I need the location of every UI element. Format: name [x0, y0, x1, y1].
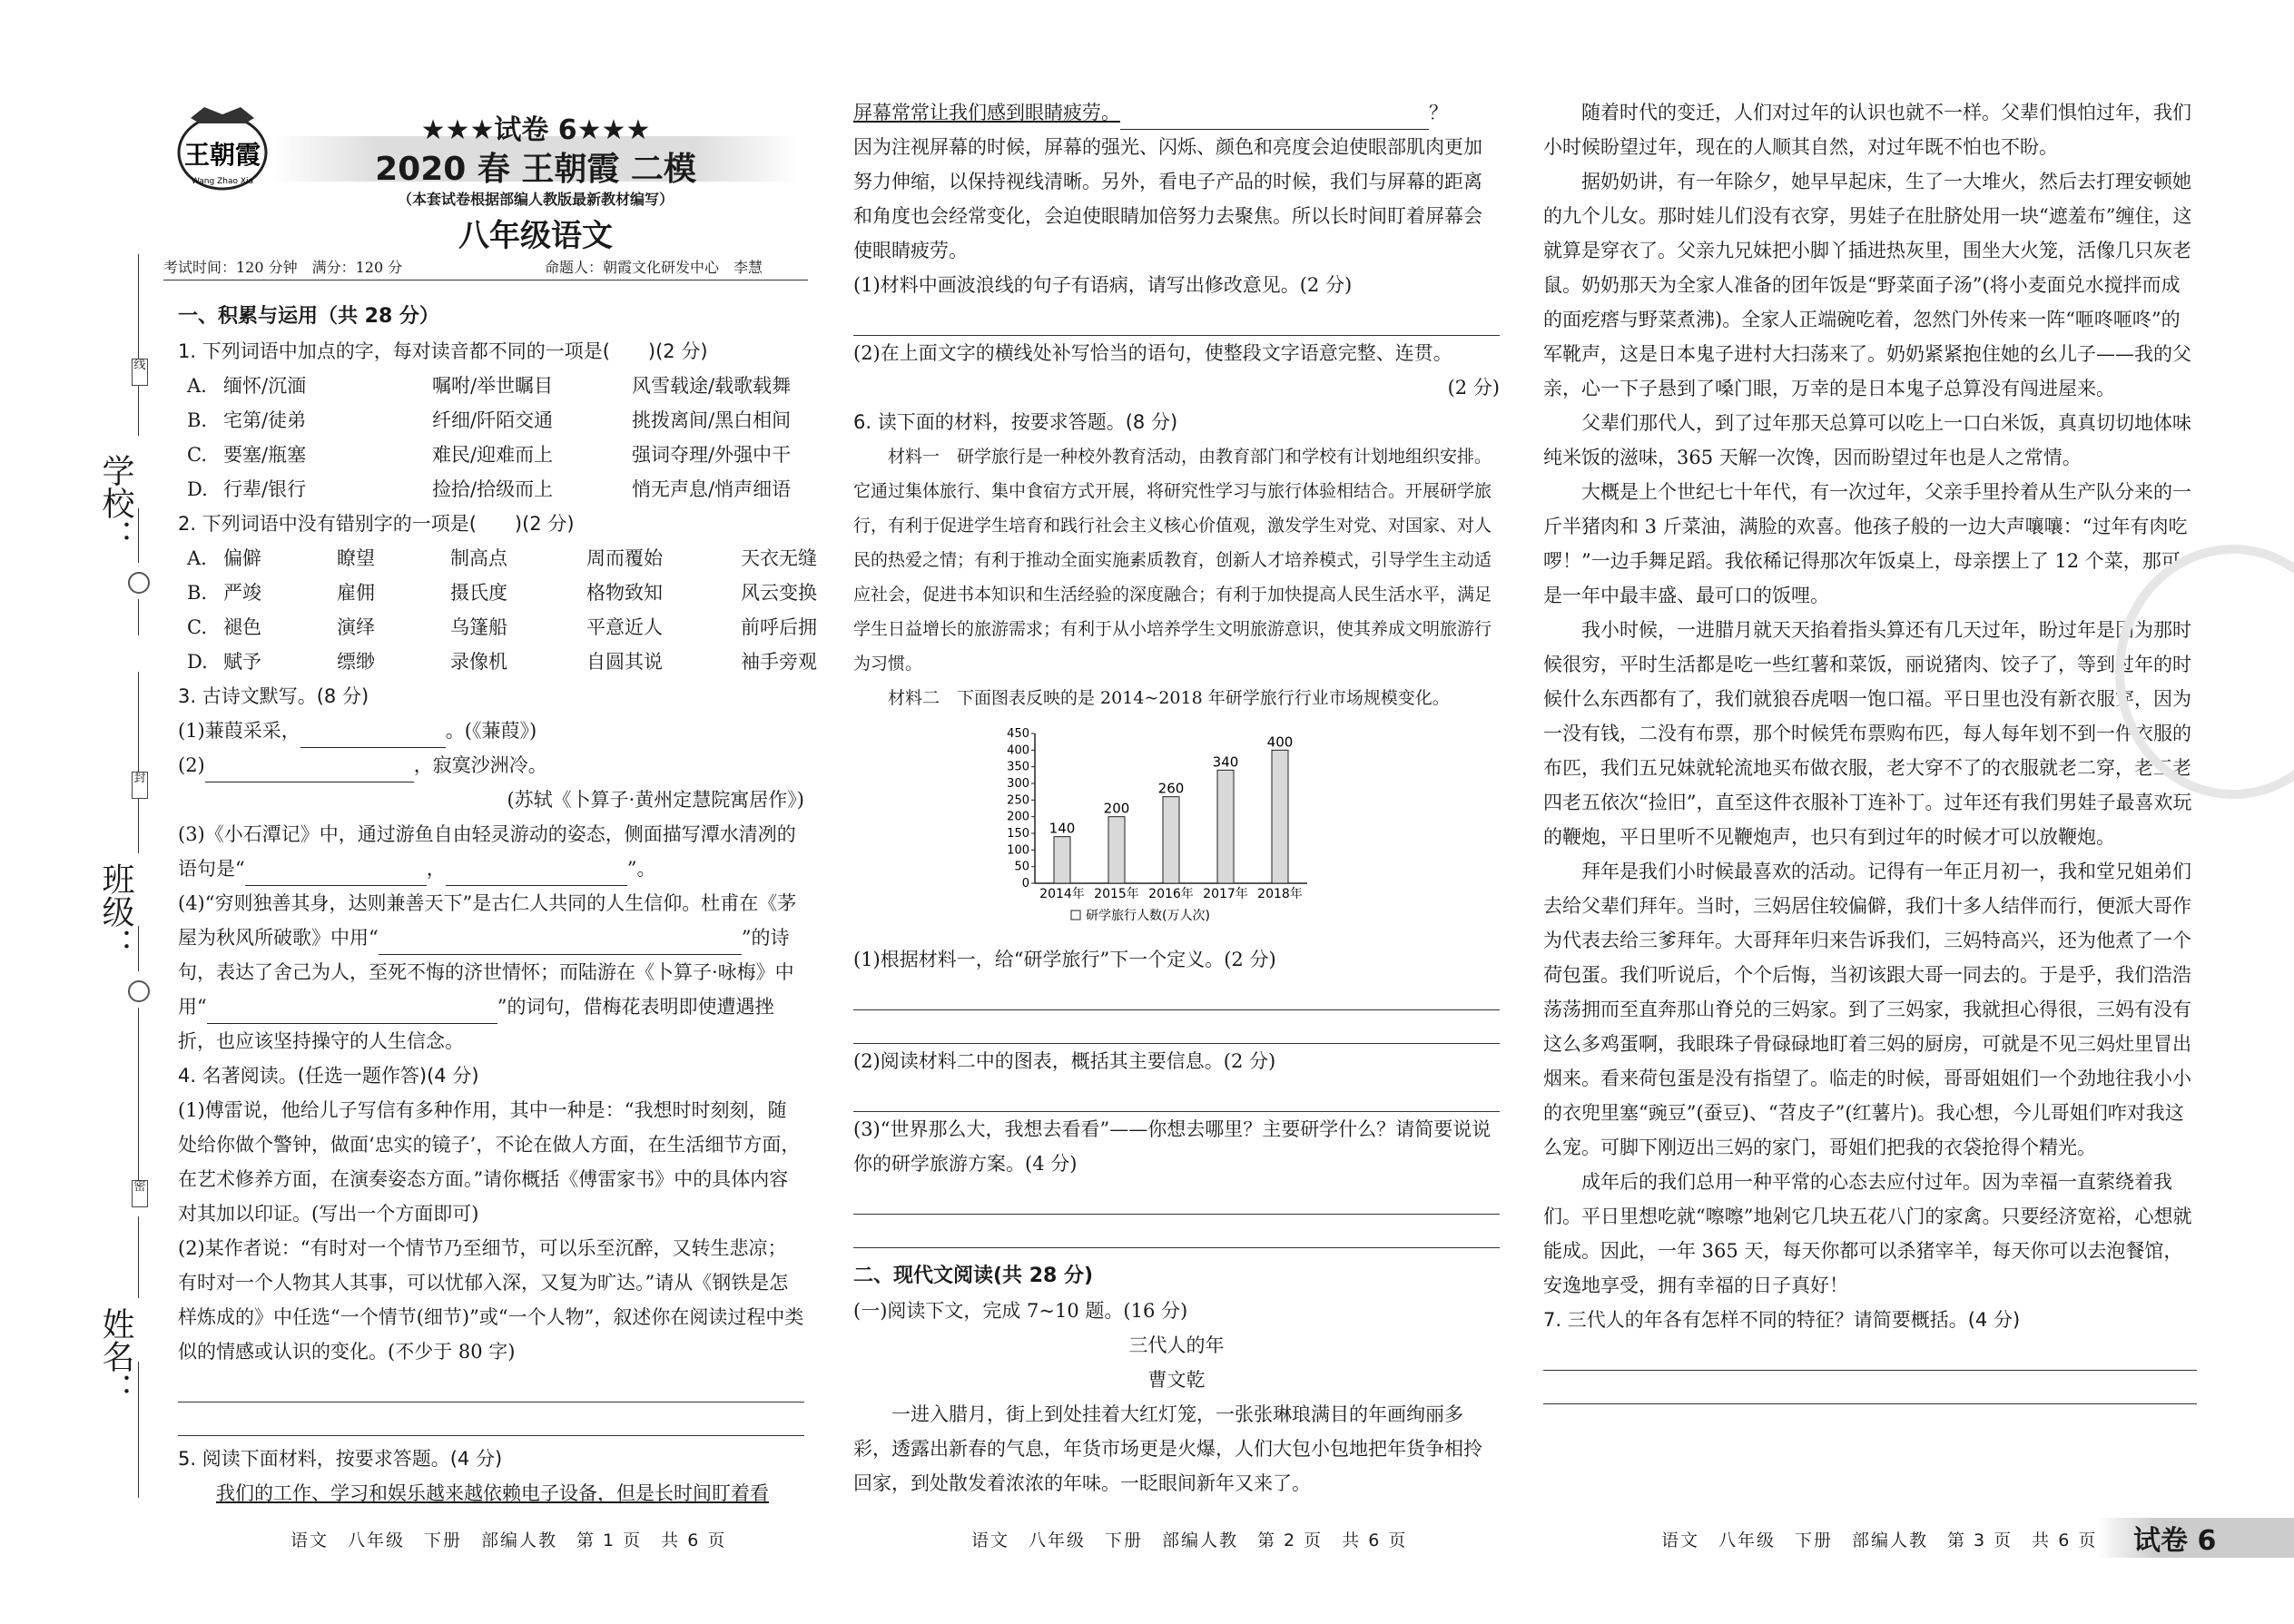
article-paragraph: 大概是上个世纪七十年代，有一次过年，父亲手里拎着从生产队分来的一斤半猪肉和 3 斤菜油，满脸的欢喜。他孩子般的一边大声嚷嚷：“过年有肉吃啰！”一边手舞足蹈。我依稀记得那次年饭桌上，母亲摆上了 12 个菜，那可是一年中最丰盛、最可口的饭哩。	[1543, 481, 2191, 606]
paper-number: ★★★试卷 6★★★	[420, 114, 651, 146]
section-1-heading: 一、积累与运用（共 28 分）	[178, 305, 439, 328]
article-paragraph: 父辈们那代人，到了过年那天总算可以吃上一口白米饭，真真切切地体味纯米饭的滋味，365 天解一次馋，因而盼望过年也是人之常情。	[1543, 412, 2191, 468]
q3-3: (3)《小石潭记》中，通过游鱼自由轻灵游动的姿态，侧面描写潭水清冽的语句是“ ， ”。	[178, 817, 804, 886]
article-paragraph: 据奶奶讲，有一年除夕，她早早起床，生了一大堆火，然后去打理安顿她的九个儿女。那时娃儿们没有衣穿，男娃子在肚脐处用一块“遮羞布”缠住，这就算是穿衣了。父亲九兄妹把小脚丫插进热灰里，围坐大火笼，活像几只灰老鼠。奶奶那天为全家人准备的团年饭是“野菜面子汤”(将小麦面兑水搅拌而成的面疙瘩与野菜煮沸)。全家人正端碗吃着，忽然门外传来一阵“咂咚咂咚”的军靴声，这是日本鬼子进村大扫荡来了。奶奶紧紧抱住她的幺儿子——我的父亲，心一下子悬到了嗓门眼，万幸的是日本鬼子总算没有闯进屋来。	[1543, 171, 2192, 399]
answer-blank[interactable]	[245, 863, 427, 886]
data-label: 140	[1049, 820, 1076, 837]
answer-blank[interactable]	[207, 1001, 497, 1024]
page-footer-1: 语文 八年级 下册 部编人教 第 1 页 共 6 页	[290, 1530, 727, 1550]
binding-margin	[36, 0, 163, 1624]
question-7: 7. 三代人的年各有怎样不同的特征？请简要概括。(4 分)	[1543, 1309, 2021, 1331]
svg-text:Wang Zhao Xia: Wang Zhao Xia	[191, 177, 254, 186]
article-paragraph: 随着时代的变迁，人们对过年的认识也就不一样。父辈们惧怕过年，我们小时候盼望过年，现在的人顺其自然，对过年既不怕也不盼。	[1543, 102, 2191, 158]
q5-2-score: (2 分)	[1447, 377, 1500, 399]
q5-material: 因为注视屏幕的时候，屏幕的强光、闪烁、颜色和亮度会迫使眼部肌肉更加努力伸缩，以保持视线清晰。另外，看电子产品的时候，我们与屏幕的距离和角度也会经常变化，会迫使眼睛加倍努力去聚焦。所以长时间盯着屏幕会使眼睛疲劳。	[853, 136, 1482, 261]
y-tick-label: 100	[1007, 843, 1029, 858]
column-3	[1543, 95, 2197, 1404]
answer-line[interactable]	[1543, 1337, 2197, 1371]
answer-line[interactable]	[853, 977, 1500, 1010]
question-6: 6. 读下面的材料，按要求答题。(8 分)	[853, 411, 1178, 433]
option-row: B. 严竣 雇佣 摄氏度 格物致知 风云变换	[187, 582, 817, 604]
bar	[1054, 837, 1070, 883]
question-4: 4. 名著阅读。(任选一题作答)(4 分)	[178, 1065, 479, 1087]
q6-3: (3)“世界那么大，我想去看看”——你想去哪里？主要研学什么？请简要说说你的研学旅游方案。(4 分)	[853, 1118, 1492, 1175]
q5-1: (1)材料中画波浪线的句子有语病，请写出修改意见。(2 分)	[853, 274, 1353, 296]
q3-2: (2) ，寂寞沙洲冷。	[178, 748, 804, 782]
q6-1: (1)根据材料一，给“研学旅行”下一个定义。(2 分)	[853, 949, 1276, 970]
legend-swatch	[1071, 910, 1080, 920]
exam-note: （本套试卷根据部编人教版最新教材编写）	[397, 191, 674, 208]
x-tick-label: 2018年	[1257, 887, 1303, 901]
question-2: 2. 下列词语中没有错别字的一项是( )(2 分)	[178, 513, 575, 535]
bar-chart-svg	[853, 715, 1500, 942]
exam-time: 考试时间：120 分钟 满分：120 分	[163, 259, 403, 276]
binding-hole-icon	[128, 980, 150, 1002]
y-tick-label: 50	[1014, 860, 1029, 874]
answer-line[interactable]	[178, 1403, 804, 1436]
subject-title: 八年级语文	[458, 218, 613, 254]
x-tick-label: 2016年	[1148, 887, 1194, 901]
answer-line[interactable]	[178, 1369, 804, 1403]
question-3: 3. 古诗文默写。(8 分)	[178, 685, 369, 707]
answer-line[interactable]	[853, 302, 1500, 336]
material-2: 材料二 下面图表反映的是 2014~2018 年研学旅行行业市场规模变化。	[888, 688, 1450, 708]
x-tick-label: 2015年	[1094, 887, 1139, 901]
q1-options	[178, 369, 804, 507]
answer-blank[interactable]	[379, 932, 742, 955]
y-tick-label: 200	[1007, 810, 1029, 824]
article-title: 三代人的年	[1128, 1334, 1225, 1356]
answer-blank[interactable]	[446, 863, 627, 886]
q4-1: (1)傅雷说，他给儿子写信有多种作用，其中一种是：“我想时时刻刻，随处给你做个警钟，做面‘忠实的镜子’，不论在做人方面，在生活细节方面，在艺术修养方面，在演奏姿态方面。”请你概括《傅雷家书》中的具体内容对其加以印证。(写出一个方面即可)	[178, 1099, 801, 1225]
option-row: A. 缅怀/沉湎 嘱咐/举世瞩目 风雪载途/载歌载舞	[187, 375, 792, 397]
data-label: 200	[1103, 800, 1130, 817]
class-label: 班级：	[97, 862, 134, 960]
answer-line[interactable]	[1543, 1371, 2197, 1404]
legend-label: 研学旅行人数(万人次)	[1086, 909, 1210, 923]
data-label: 400	[1266, 733, 1294, 751]
answer-blank[interactable]	[1120, 107, 1429, 130]
material-1: 材料一 研学旅行是一种校外教育活动，由教育部门和学校有计划地组织安排。它通过集体旅行、集中食宿方式开展，将研究性学习与旅行体验相结合。开展研学旅行，有利于促进学生培育和践行社会主义核心价值观，激发学生对党、对国家、对人民的热爱之情；有利于推动全面实施素质教育，创新人才培养模式，引导学生主动适应社会，促进书本知识和生活经验的深度融合；有利于加快提高人民生活水平，满足学生日益增长的旅游需求；有利于从小培养学生文明旅游意识，使其养成文明旅游行为习惯。	[853, 447, 1492, 674]
name-label: 姓名：	[97, 1307, 134, 1405]
article-paragraph: 成年后的我们总用一种平常的心态去应付过年。因为幸福一直萦绕着我们。平日里想吃就“嚓嚓”地剁它几块五花八门的家禽。只要经济宽裕，心想就能成。因此，一年 365 天，每天你都可以杀猪宰羊，每天你可以去泡餐馆，安逸地享受，拥有幸福的日子真好！	[1543, 1171, 2192, 1296]
bar-chart	[853, 715, 1500, 942]
q3-2-source: (苏轼《卜算子·黄州定慧院寓居作》)	[507, 789, 804, 811]
section-2-heading: 二、现代文阅读(共 28 分)	[853, 1265, 1094, 1287]
q6-2: (2)阅读材料二中的图表，概括其主要信息。(2 分)	[853, 1050, 1276, 1072]
article-paragraph: 一进入腊月，街上到处挂着大红灯笼，一张张琳琅满目的年画绚丽多彩，透露出新春的气息，年货市场更是火爆，人们大包小包地把年货争相拎回家，到处散发着浓浓的年味。一眨眼间新年又来了。	[853, 1403, 1482, 1494]
y-tick-label: 150	[1007, 827, 1029, 841]
y-tick-label: 250	[1007, 793, 1029, 808]
logo-badge-icon	[154, 100, 290, 200]
y-tick-label: 300	[1007, 777, 1029, 791]
y-tick-label: 450	[1007, 727, 1029, 741]
section-2-sub: (一)阅读下文，完成 7~10 题。(16 分)	[853, 1300, 1188, 1322]
paper-badge: 试卷 6	[2133, 1525, 2217, 1557]
answer-line[interactable]	[853, 1010, 1500, 1044]
svg-text:王朝霞: 王朝霞	[183, 140, 261, 170]
answer-blank[interactable]	[300, 725, 446, 748]
column-1	[178, 300, 817, 1511]
q4-2: (2)某作者说：“有时对一个情节乃至细节，可以乐至沉醉，又转生悲凉；有时对一个人物其人其事，可以忧郁入深，又复为旷达。”请从《钢铁是怎样炼成的》中任选“一个情节(细节)”或“一个人物”，叙述你在阅读过程中类似的情感或认识的变化。(不少于 80 字)	[178, 1237, 804, 1363]
question-5: 5. 阅读下面材料，按要求答题。(4 分)	[178, 1448, 503, 1470]
answer-line[interactable]	[853, 1181, 1500, 1215]
bar	[1217, 770, 1234, 883]
school-label: 学校：	[97, 454, 134, 552]
exam-author: 命题人：朝霞文化研发中心 李慧	[545, 259, 763, 276]
seal-char-3: 密	[132, 1180, 148, 1207]
data-label: 260	[1157, 780, 1185, 797]
option-row: D. 行辈/银行 捡拾/拾级而上 悄无声息/悄声细语	[187, 478, 792, 500]
y-tick-label: 0	[1021, 877, 1029, 891]
bar	[1272, 750, 1288, 883]
q2-options	[178, 541, 817, 679]
y-tick-label: 400	[1007, 743, 1029, 758]
column-2: 屏幕常常让我们感到眼睛疲劳。 ？ 因为注视屏幕的时候，屏幕的强光、闪烁、颜色和亮度会迫使眼部肌肉更加努力伸缩，以保持视线清晰。另外，看电子产品的时候，我们与屏幕的距离和角度也会经常变化，会迫使眼睛加倍努力去聚焦。所以长时间盯着屏幕会使眼睛疲劳。 (1)材料中画波浪线的句子有语病，请写出修改意见。(2 分) (2)在上面文字的横线处补写恰当的语句，使整段文字语意完整、连贯。 (2 分) 6. 读下面的材料，按要求答题。(8 分) 材料一 研学旅行是一种校外教育活动，由教育部门和学校有计划地组织安排。它通过集体旅行、集中食宿方式开展，将研究性学习与旅行体验相结合。开展研学旅行，有利于促进学生培育和践行社会主义核心价值观，激发学生对党、对国家、对人民的热爱之情；有利于推动全面实施素质教育，创新人才培养模式，引导学生主动适应社会，促进书本知识和生活经验的深度融合；有利于加快提高人民生活水平，满足学生日益增长的旅游需求；有利于从小培养学生文明旅游意识，使其养成文明旅游行为习惯。 材料二 下面图表反映的是 2014~2018 年研学旅行行业市场规模变化。 0 50 100 150 200 250 300 350 400 450 140 2014年 200 2015年 260 2016年 340 2017年 400 2018年 研学旅行人数(万人次) (1)根据材料一，给“研学旅行”下一个定义。(2 分) (2)阅读材料二中的图表，概括其主要信息。(2 分) (3)“世界那么大，我想去看看”——你想去哪里？主要研学什么？请简要说说你的研学旅游方案。(4 分) 二、现代文阅读(共 28 分) (一)阅读下文，完成 7~10 题。(16 分) 三代人的年 曹文乾 一进入腊月，街上到处挂着大红灯笼，一张张琳琅满目的年画绚丽多彩，透露出新春的气息，年货市场更是火爆，人们大包小包地把年货争相拎回家，到处散发着浓浓的年味。一眨眼间新年又来了。	[853, 95, 1500, 1501]
q3-1: (1)蒹葭采采， 。(《蒹葭》)	[178, 714, 804, 748]
q3-4: (4)“穷则独善其身，达则兼善天下”是古仁人共同的人生信仰。杜甫在《茅屋为秋风所破歌》中用“ ”的诗句，表达了舍己为人，至死不悔的济世情怀；而陆游在《卜算子·咏梅》中用“ ”的词句，借梅花表明即使遭遇挫折，也应该坚持操守的人生信念。	[178, 892, 797, 1052]
bar	[1108, 817, 1125, 883]
q5-material-line: 屏幕常常让我们感到眼睛疲劳。	[853, 102, 1120, 123]
q5-2: (2)在上面文字的横线处补写恰当的语句，使整段文字语意完整、连贯。	[853, 342, 1452, 364]
article-paragraph: 我小时候，一进腊月就天天掐着指头算还有几天过年，盼过年是因为那时候很穷，平时生活都是吃一些红薯和菜饭，丽说猪肉、饺子了，等到过年的时候什么东西都有了，我们就狼吞虎咽一饱口福。平日里也没有新衣服穿，因为一没有钱，二没有布票，那个时候凭布票购布匹，每人每年划不到一件衣服的布匹，我们五兄妹就轮流地买布做衣服，老大穿不了的衣服就老二穿，老三老四老五依次“捡旧”，直至这件衣服补丁连补丁。过年还有我们男娃子最喜欢玩的鞭炮，平日里听不见鞭炮声，也只有到过年的时候才可以放鞭炮。	[1543, 619, 2192, 848]
option-row: A. 偏僻 瞭望 制高点 周而覆始 天衣无缝	[187, 547, 817, 569]
seal-char-1: 线	[132, 359, 148, 386]
question-1: 1. 下列词语中加点的字，每对读音都不同的一项是( )(2 分)	[178, 340, 708, 362]
article-paragraph: 拜年是我们小时候最喜欢的活动。记得有一年正月初一，我和堂兄姐弟们去给父辈们拜年。当时，三妈居住较偏僻，我们十多人结伴而行，便派大哥作为代表去给三爹拜年。大哥拜年归来告诉我们，三妈特高兴，还为他煮了一个荷包蛋。我们听说后，个个后悔，当初该跟大哥一同去的。于是乎，我们浩浩荡荡拥而至直奔那山脊兑的三妈家。到了三妈家，我就担心得很，三妈有没有这么多鸡蛋啊，我眼珠子骨碌碌地盯着三妈的厨房，可就是不见三妈灶里冒出烟来。看来荷包蛋是没有指望了。临走的时候，哥哥姐姐们一个劲地往我小小的衣兜里塞“豌豆”(蚕豆)、“苕皮子”(红薯片)。我心想，今儿哥姐们咋对我这么宠。可脚下刚迈出三妈的家门，哥姐们把我的衣袋抢得个精光。	[1543, 861, 2191, 1158]
page-footer-3: 语文 八年级 下册 部编人教 第 3 页 共 6 页	[1661, 1530, 2098, 1550]
option-row: B. 宅第/徒弟 纤细/阡陌交通 挑拨离间/黑白相间	[187, 409, 792, 431]
y-tick-label: 350	[1007, 760, 1029, 774]
option-row: C. 褪色 演绎 乌篷船 平意近人 前呼后拥	[187, 616, 817, 638]
x-tick-label: 2017年	[1203, 887, 1248, 901]
logo	[154, 100, 290, 200]
answer-blank[interactable]	[205, 760, 414, 782]
answer-line[interactable]	[853, 1078, 1500, 1112]
binding-hole-icon	[128, 572, 150, 594]
exam-title: 2020 春 王朝霞 二模	[375, 151, 696, 188]
q5-underlined-text: 我们的工作、学习和娱乐越来越依赖电子设备，但是长时间盯着看	[216, 1482, 769, 1504]
option-row: C. 要塞/瓶塞 难民/迎难而上 强词夺理/外强中干	[187, 444, 792, 466]
x-tick-label: 2014年	[1039, 887, 1085, 901]
seal-char-2: 封	[132, 772, 148, 799]
option-row: D. 赋予 缥缈 录像机 自圆其说 袖手旁观	[187, 651, 817, 673]
data-label: 340	[1212, 753, 1239, 771]
page-footer-2: 语文 八年级 下册 部编人教 第 2 页 共 6 页	[971, 1530, 1408, 1550]
answer-line[interactable]	[853, 1215, 1500, 1248]
bar	[1163, 797, 1179, 883]
article-author: 曹文乾	[1147, 1369, 1206, 1391]
